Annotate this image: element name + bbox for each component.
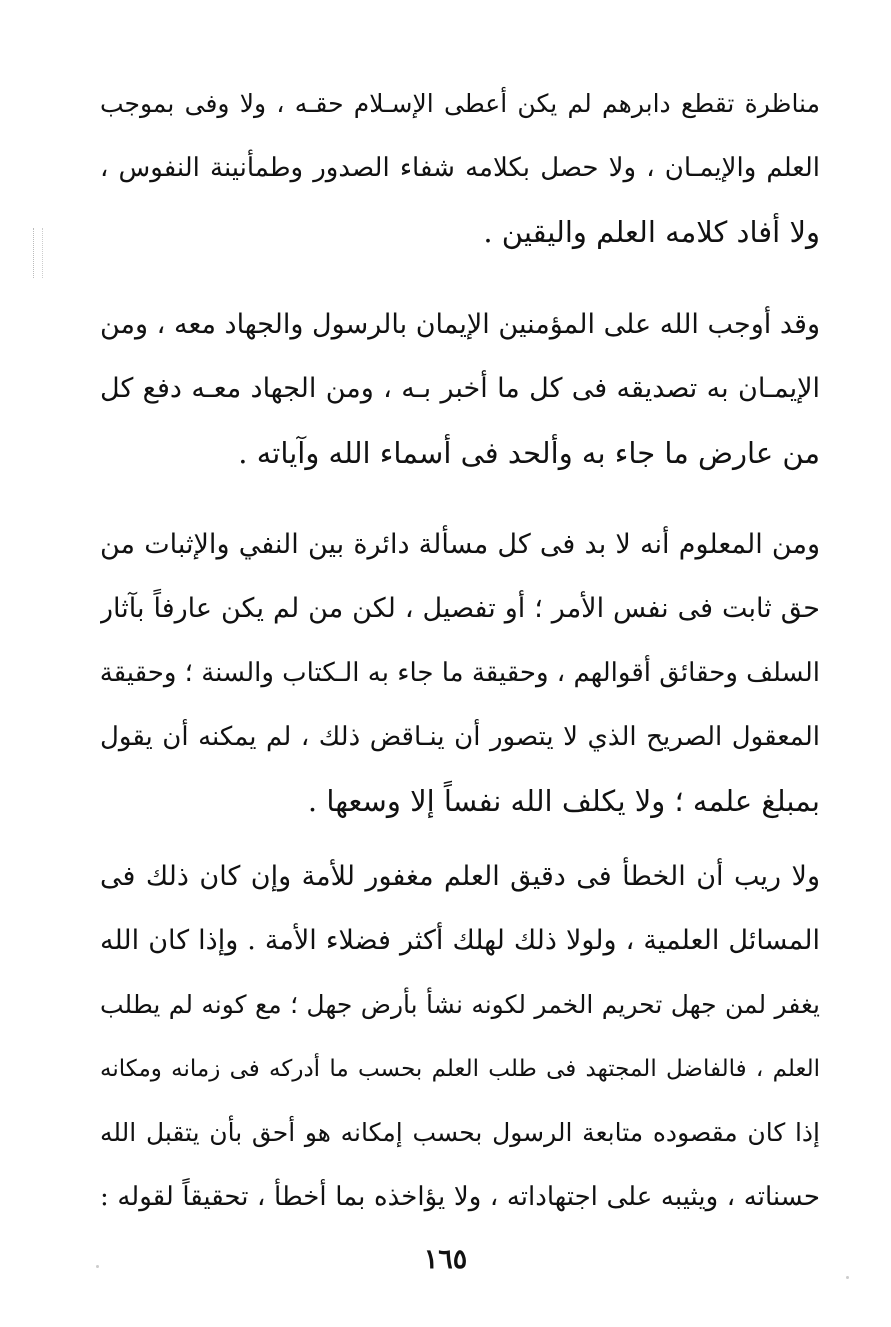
text-line: حق ثابت فى نفس الأمر ؛ أو تفصيل ، لكن من لم يكن عارفاً بآثار [100, 593, 820, 624]
paragraph-2 [100, 293, 820, 485]
text-line: بمبلغ علمه ؛ ولا يكلف الله نفساً إلا وسعها . [307, 784, 820, 818]
text-line: المعقول الصريح الذي لا يتصور أن ينـاقض ذلك ، لم يمكنه أن يقول [100, 722, 820, 752]
paragraph-4 [100, 845, 820, 1229]
page-number: ١٦٥ [423, 1244, 468, 1275]
margin-scan-mark [33, 228, 43, 278]
paragraph-1 [100, 72, 820, 264]
scan-speck [96, 1265, 99, 1268]
text-line: إذا كان مقصوده متابعة الرسول بحسب إمكانه هو أحق بأن يتقبل الله [100, 1118, 820, 1147]
text-line: الإيمـان به تصديقه فى كل ما أخبر بـه ، ومن الجهاد معـه دفع كل [100, 373, 820, 404]
paragraph-3 [100, 513, 820, 833]
text-line: وقد أوجب الله على المؤمنين الإيمان بالرسول والجهاد معه ، ومن [100, 309, 820, 340]
text-line: ولا أفاد كلامه العلم واليقين . [483, 215, 820, 249]
text-line: يغفر لمن جهل تحريم الخمر لكونه نشأ بأرض جهل ؛ مع كونه لم يطلب [100, 990, 820, 1019]
text-line: السلف وحقائق أقوالهم ، وحقيقة ما جاء به الـكتاب والسنة ؛ وحقيقة [100, 658, 820, 688]
text-line: حسناته ، ويثيبه على اجتهاداته ، ولا يؤاخذه بما أخطأ ، تحقيقاً لقوله : [100, 1182, 820, 1212]
scan-speck [846, 1276, 849, 1279]
text-line: المسائل العلمية ، ولولا ذلك لهلك أكثر فضلاء الأمة . وإذا كان الله [100, 925, 820, 956]
text-line: العلم ، فالفاضل المجتهد فى طلب العلم بحسب ما أدركه فى زمانه ومكانه [100, 1056, 820, 1082]
text-line: العلم والإيمـان ، ولا حصل بكلامه شفاء الصدور وطمأنينة النفوس ، [100, 153, 820, 183]
text-line: ولا ريب أن الخطأ فى دقيق العلم مغفور للأمة وإن كان ذلك فى [100, 861, 820, 892]
text-line: ومن المعلوم أنه لا بد فى كل مسألة دائرة بين النفي والإثبات من [100, 529, 820, 560]
text-line: من عارض ما جاء به وألحد فى أسماء الله وآياته . [238, 436, 820, 470]
text-line: مناظرة تقطع دابرهم لم يكن أعطى الإسـلام حقـه ، ولا وفى بموجب [100, 89, 820, 118]
